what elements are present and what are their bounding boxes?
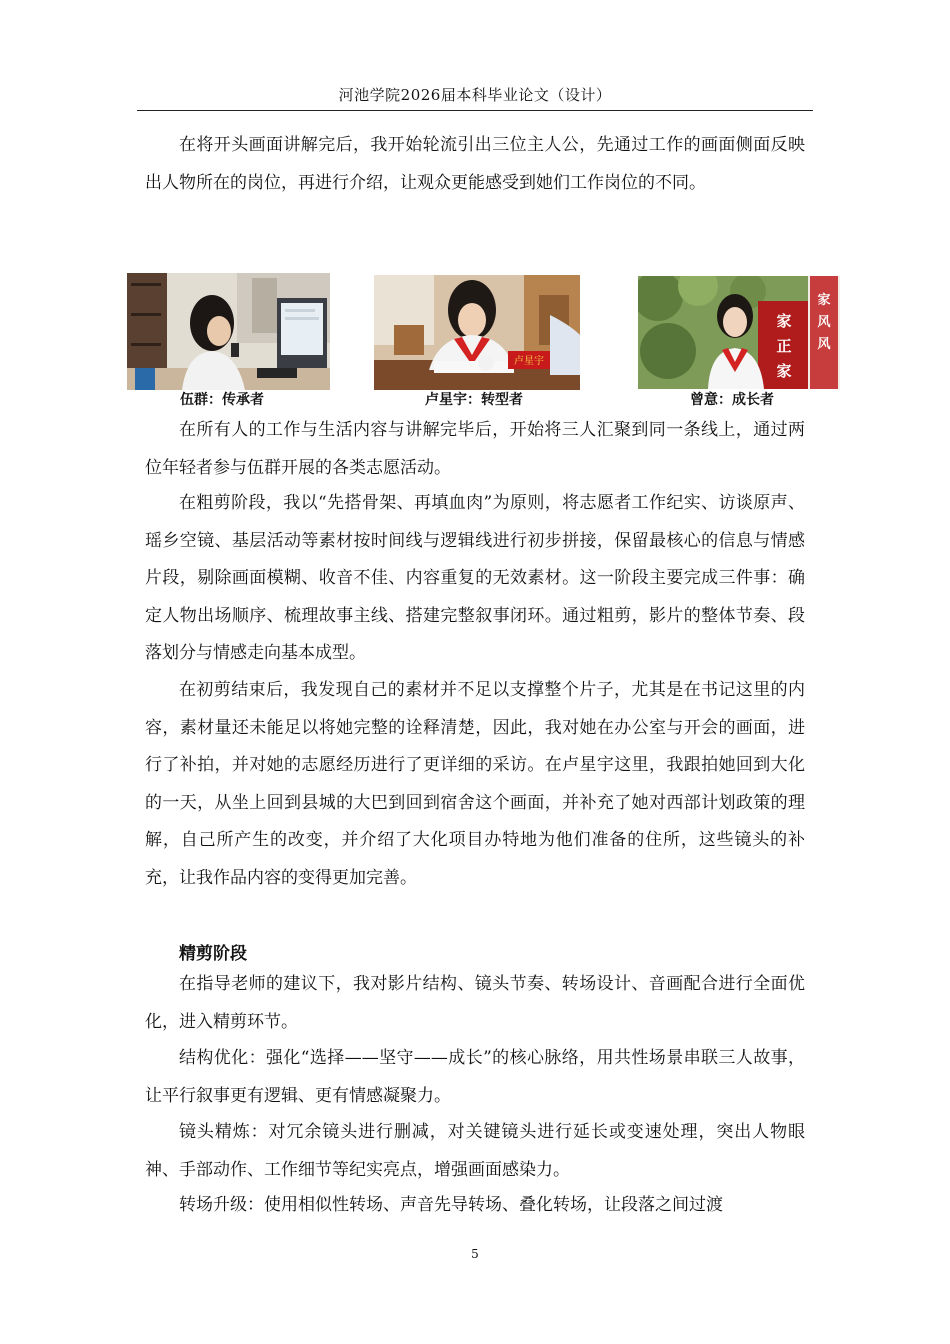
page-header: 河池学院2026届本科毕业论文（设计） <box>338 86 612 104</box>
photo3-sign-char: 风 <box>817 315 831 330</box>
paragraph-rough-cut: 在粗剪阶段，我以“先搭骨架、再填血肉”为原则，将志愿者工作纪实、访谈原声、瑶乡空镜、基层活动等素材按时间线与逻辑线进行初步拼接，保留最核心的信息与情感片段，剔除画面模糊、收音不佳、内容重复的无效素材。这一阶段主要完成三件事：确定人物出场顺序、梳理故事主线、搭建完整叙事闭环。通过粗剪，影片的整体节奏、段落划分与情感走向基本成型。 <box>145 493 805 663</box>
photo3-sign-char: 正 <box>776 337 792 355</box>
photo-zengyi-image <box>638 276 840 389</box>
photo3-sign-char: 家 <box>776 312 792 330</box>
paragraph-fine-cut-intro: 在指导老师的建议下，我对影片结构、镜头节奏、转场设计、音画配合进行全面优化，进入精剪环节。 <box>145 974 805 1032</box>
photo-caption-wuqun: 伍群：传承者 <box>180 392 264 408</box>
photo3-sign-char: 家 <box>776 362 792 380</box>
section-heading-fine-cut: 精剪阶段 <box>179 944 247 964</box>
photo-caption-zengyi: 曾意：成长者 <box>690 392 774 408</box>
photo-wuqun-image <box>127 273 330 390</box>
paragraph-shots: 镜头精炼：对冗余镜头进行删减，对关键镜头进行延长或变速处理，突出人物眼神、手部动作、工作细节等纪实亮点，增强画面感染力。 <box>145 1122 805 1180</box>
paragraph-structure: 结构优化：强化“选择——坚守——成长”的核心脉络，用共性场景串联三人故事，让平行叙事更有逻辑、更有情感凝聚力。 <box>145 1048 805 1106</box>
photo3-sign-char: 风 <box>817 337 831 352</box>
paragraph-convergence: 在所有人的工作与生活内容与讲解完毕后，开始将三人汇聚到同一条线上，通过两位年轻者参与伍群开展的各类志愿活动。 <box>145 420 805 478</box>
photo-luxingyu-image <box>374 275 580 390</box>
paragraph-intro: 在将开头画面讲解完后，我开始轮流引出三位主人公，先通过工作的画面侧面反映出人物所在的岗位，再进行介绍，让观众更能感受到她们工作岗位的不同。 <box>145 135 805 193</box>
page-number: 5 <box>471 1247 479 1261</box>
photo3-sign-char: 家 <box>817 293 831 308</box>
header-divider <box>137 110 813 111</box>
photo-luxingyu <box>374 275 580 390</box>
photo-zengyi <box>638 276 840 389</box>
paragraph-transitions: 转场升级：使用相似性转场、声音先导转场、叠化转场，让段落之间过渡 <box>179 1195 723 1215</box>
photo-caption-luxingyu: 卢星宇：转型者 <box>425 392 523 408</box>
photo2-nameplate-text: 卢星宇 <box>514 356 544 367</box>
paragraph-reshoot: 在初剪结束后，我发现自己的素材并不足以支撑整个片子，尤其是在书记这里的内容，素材量还未能足以将她完整的诠释清楚，因此，我对她在办公室与开会的画面，进行了补拍，并对她的志愿经历进行了更详细的采访。在卢星宇这里，我跟拍她回到大化的一天，从坐上回到县城的大巴到回到宿舍这个画面，并补充了她对西部计划政策的理解，自己所产生的改变，并介绍了大化项目办特地为他们准备的住所，这些镜头的补充，让我作品内容的变得更加完善。 <box>145 680 805 888</box>
photo-wuqun <box>127 273 330 390</box>
